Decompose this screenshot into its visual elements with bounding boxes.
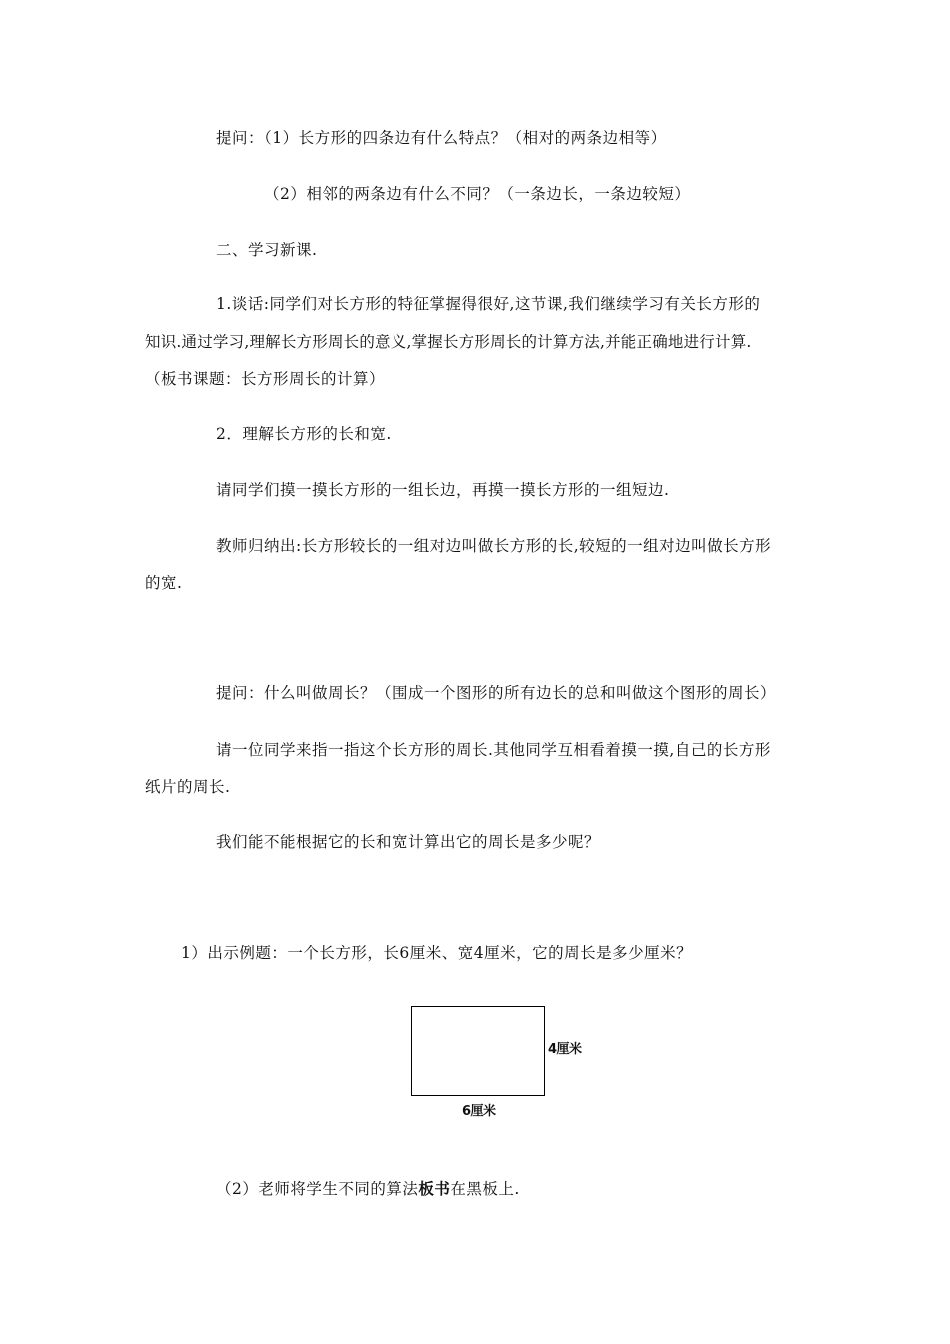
paragraph-3: 请同学们摸一摸长方形的一组长边，再摸一摸长方形的一组短边. <box>216 481 670 499</box>
rectangle-shape <box>411 1006 545 1096</box>
question-3: 提问：什么叫做周长？（围成一个图形的所有边长的总和叫做这个图形的周长） <box>216 684 777 702</box>
last-paragraph-suffix: 在黑板上. <box>450 1180 520 1198</box>
example-problem: 1）出示例题：一个长方形，长6厘米、宽4厘米，它的周长是多少厘米？ <box>181 944 693 962</box>
question-1: 提问：（1）长方形的四条边有什么特点？（相对的两条边相等） <box>216 129 667 147</box>
paragraph-1-line-3: （板书课题：长方形周长的计算） <box>145 370 386 388</box>
last-paragraph-prefix: （2）老师将学生不同的算法 <box>216 1180 419 1198</box>
width-label: 4厘米 <box>548 1042 582 1057</box>
paragraph-4-line-2: 的宽. <box>145 574 183 592</box>
section-heading-2: 二、学习新课. <box>216 241 318 259</box>
last-paragraph-bold: 板书 <box>418 1179 451 1198</box>
last-paragraph <box>216 1179 520 1199</box>
paragraph-6: 我们能不能根据它的长和宽计算出它的周长是多少呢？ <box>216 833 601 851</box>
paragraph-5-line-1: 请一位同学来指一指这个长方形的周长.其他同学互相看着摸一摸,自己的长方形 <box>216 741 771 759</box>
question-2: （2）相邻的两条边有什么不同？（一条边长，一条边较短） <box>264 185 691 203</box>
paragraph-2: 2．理解长方形的长和宽. <box>216 425 392 443</box>
paragraph-5-line-2: 纸片的周长. <box>145 778 231 796</box>
paragraph-1-line-2: 知识.通过学习,理解长方形周长的意义,掌握长方形周长的计算方法,并能正确地进行计算. <box>145 333 752 351</box>
paragraph-4-line-1: 教师归纳出:长方形较长的一组对边叫做长方形的长,较短的一组对边叫做长方形 <box>216 537 772 555</box>
length-label: 6厘米 <box>462 1104 496 1119</box>
paragraph-1-line-1: 1.谈话:同学们对长方形的特征掌握得很好,这节课,我们继续学习有关长方形的 <box>216 295 761 313</box>
